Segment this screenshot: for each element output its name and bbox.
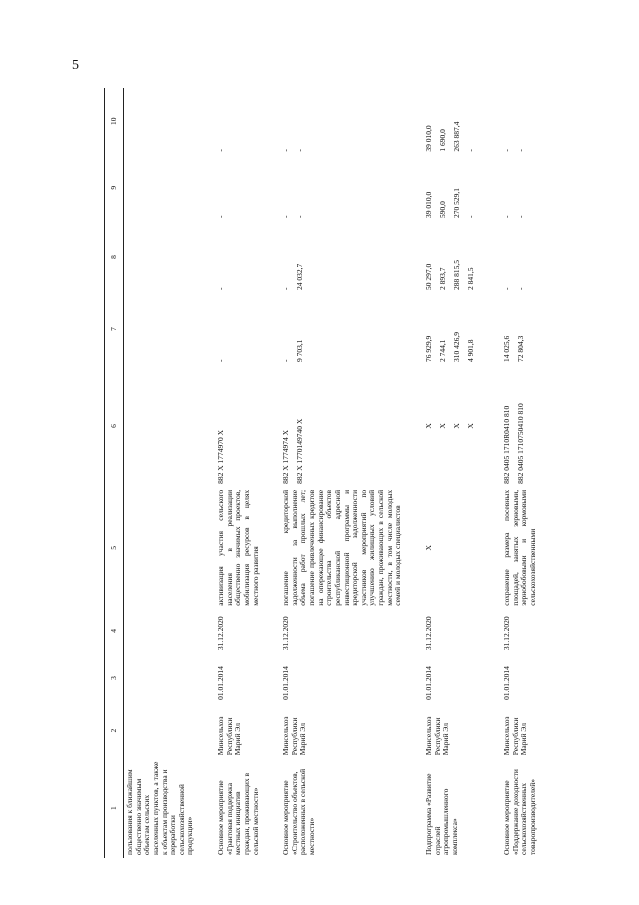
cell-code: 882 X 1774970 X	[216, 429, 225, 484]
cell-result	[124, 487, 198, 609]
cell-y2016: -	[216, 215, 225, 219]
cell-executor: Минсельхоз Республики Марий Эл	[281, 716, 308, 756]
cell-y2015	[124, 221, 198, 293]
cell-y2016	[124, 155, 198, 221]
cell-end: 31.12.2020	[501, 616, 511, 651]
rotated-table-container	[104, 88, 632, 858]
page-number: 5	[72, 58, 79, 73]
cell-y2015: - -	[501, 287, 525, 291]
table-row	[215, 88, 262, 858]
col-header: 8	[105, 221, 124, 293]
cell-y2015: 50 297,0 2 893,7 288 815,5 2 841,5	[423, 260, 475, 291]
cell-start: 01.01.2014	[281, 666, 291, 700]
table-row	[124, 88, 198, 858]
cell-name: Основное мероприятие «Грантовая поддержка местных инициатив граждан, проживающих в сельской местности»	[216, 772, 260, 855]
cell-code: 882 0405 1710R0410 810 882 0405 1710750410 810	[501, 403, 525, 484]
cell-y2017: -	[216, 149, 225, 152]
cell-end	[124, 609, 198, 653]
cell-y2014: - 9 703,1	[281, 339, 305, 363]
cell-y2015: -	[216, 287, 225, 291]
cell-y2017: - -	[281, 149, 305, 152]
header-row	[105, 88, 124, 858]
cell-code: 882 X 1774974 X 882 X 1770149740 X	[281, 418, 305, 484]
col-header: 9	[105, 155, 124, 221]
table-row	[280, 88, 405, 858]
cell-y2016: - -	[501, 215, 525, 219]
cell-executor: Минсельхоз Республики Марий Эл	[501, 716, 529, 756]
cell-executor	[124, 703, 198, 758]
col-header: 2	[105, 703, 124, 758]
col-header: 6	[105, 365, 124, 487]
cell-end: 31.12.2020	[216, 616, 225, 651]
cell-y2014: 76 929,9 2 744,1 310 426,9 4 901,8	[423, 332, 475, 363]
cell-start: 01.01.2014	[501, 666, 511, 700]
cell-y2017	[124, 88, 198, 155]
col-header: 3	[105, 653, 124, 703]
col-header: 5	[105, 487, 124, 609]
cell-executor: Минсельхоз Республики Марий Эл	[216, 716, 243, 756]
cell-result: сохранение размера посевных площадей, занятых зерновыми, зернобобовыми и кормовыми сельскохозяйственными	[501, 489, 537, 606]
cell-y2016: 39 010,0 590,0 270 529,1 -	[423, 188, 475, 219]
cell-result: активизация участия сельского населения в реализации общественно значимых проектов, мобилизация ресурсов в целях местного развития	[216, 489, 260, 606]
cell-code	[124, 365, 198, 487]
cell-y2017: - -	[501, 149, 525, 152]
cell-y2016: - -	[281, 215, 305, 219]
cell-end: 31.12.2020	[281, 616, 291, 651]
cell-name: пользования к ближайшим общественно значимым объектам сельских населенных пунктов, а также к объектам производства и переработки сельскохозяйственной продукции»	[125, 761, 195, 855]
cell-code: Х Х Х Х	[423, 423, 475, 429]
cell-y2014	[124, 293, 198, 365]
cell-y2014: -	[216, 359, 225, 363]
cell-end: 31.12.2020	[423, 616, 433, 651]
cell-y2017: 39 010,0 1 690,0 263 887,4 -	[423, 121, 475, 152]
cell-y2014: 14 025,6 72 804,3	[501, 335, 525, 363]
cell-name: Основное мероприятие «Поддержание доходности сельскохозяйственных товаропроизводителей»	[501, 769, 537, 855]
cell-result: Х	[423, 545, 433, 551]
table-row	[423, 88, 483, 858]
cell-executor: Минсельхоз Республики Марий Эл	[423, 716, 451, 756]
cell-y2015: - 24 032,7	[281, 263, 305, 291]
col-header: 7	[105, 293, 124, 365]
cell-start	[124, 653, 198, 703]
cell-start: 01.01.2014	[423, 666, 433, 700]
table-row	[501, 88, 540, 858]
program-table	[104, 88, 539, 858]
col-header: 10	[105, 88, 124, 155]
cell-result: погашение кредиторской задолженности за выполнение объема работ прошлых лет; погашение привлеченных кредитов на опережающее финансирование строительства объектов республиканской адресной инвестиционной программы и кредиторской задолженности участников мероприятий по улучшению жилищных условий граждан, проживающих в сельской местности, в том числе молодых семей и молодых специалистов	[281, 489, 403, 606]
col-header: 1	[105, 758, 124, 858]
cell-name: Подпрограмма «Развитие отраслей агропромышленного комплекса»	[423, 773, 459, 855]
cell-start: 01.01.2014	[216, 666, 225, 700]
col-header: 4	[105, 609, 124, 653]
cell-name: Основное мероприятие «Строительство объектов, расположенных в сельской местности»	[281, 768, 316, 855]
